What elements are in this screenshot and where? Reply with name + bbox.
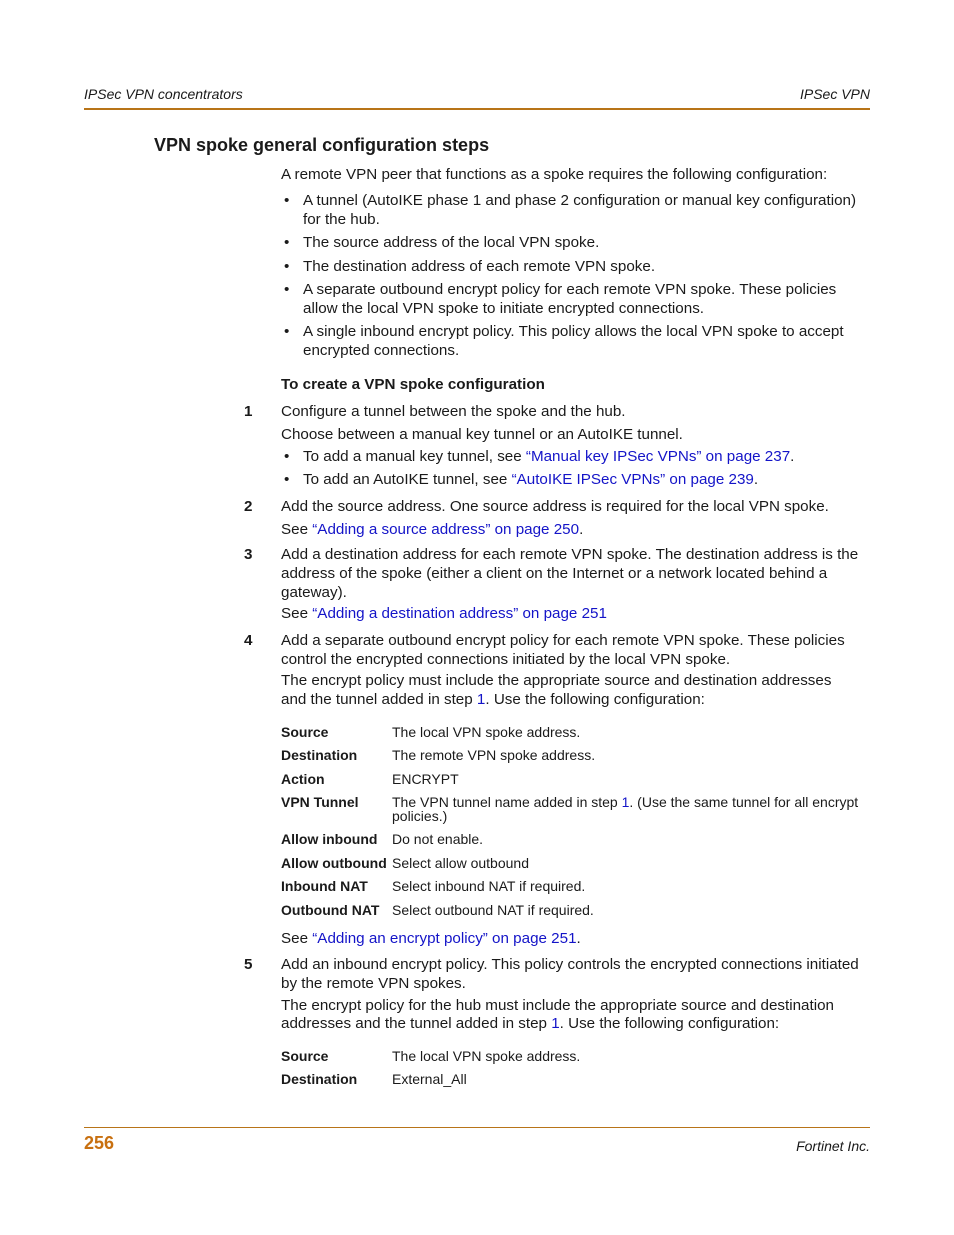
step-number: 5 bbox=[244, 956, 253, 973]
step-text: Add a separate outbound encrypt policy for each remote VPN spoke. These policies bbox=[281, 632, 845, 649]
config-value: The remote VPN spoke address. bbox=[392, 747, 596, 763]
requirement-item: A separate outbound encrypt policy for each remote VPN spoke. These policies allow the local VPN spoke to initiate encrypted connections. bbox=[303, 281, 837, 317]
see-text: . bbox=[576, 930, 581, 947]
header-rule bbox=[84, 108, 870, 110]
config-label: Source bbox=[281, 724, 329, 740]
step-text: Add the source address. One source address is required for the local VPN spoke. bbox=[281, 498, 829, 515]
bullet-marker: • bbox=[284, 192, 290, 209]
step-text bbox=[281, 690, 705, 709]
step-link[interactable]: 1 bbox=[551, 1015, 560, 1032]
cross-reference-link[interactable]: “Adding a destination address” on page 251 bbox=[312, 605, 607, 622]
step-text: Choose between a manual key tunnel or an AutoIKE tunnel. bbox=[281, 426, 683, 443]
config-label: Destination bbox=[281, 747, 358, 763]
page-number: 256 bbox=[84, 1133, 115, 1153]
step-bullet-text: To add an AutoIKE tunnel, see bbox=[303, 471, 512, 488]
config-label: VPN Tunnel bbox=[281, 794, 359, 810]
config-value: The local VPN spoke address. bbox=[392, 1048, 581, 1064]
step-text bbox=[281, 1014, 779, 1033]
config-label: Allow outbound bbox=[281, 855, 387, 871]
config-value: Do not enable. bbox=[392, 831, 484, 847]
step-bullet-text: To add a manual key tunnel, see bbox=[303, 448, 526, 465]
config-value: ENCRYPT bbox=[392, 771, 459, 787]
bullet-marker: • bbox=[284, 234, 290, 251]
step-text: The encrypt policy must include the appropriate source and destination addresses bbox=[281, 672, 832, 689]
step-bullet bbox=[303, 470, 758, 489]
see-reference bbox=[281, 929, 581, 948]
see-reference bbox=[281, 604, 607, 623]
cross-reference-link[interactable]: “Adding a source address” on page 250 bbox=[312, 521, 580, 538]
step-text-part: and the tunnel added in step bbox=[281, 691, 477, 708]
step-text: address of the spoke (either a client on the Internet or a network located behind a bbox=[281, 565, 828, 582]
config-label: Outbound NAT bbox=[281, 902, 380, 918]
step-text: The encrypt policy for the hub must include the appropriate source and destination bbox=[281, 997, 834, 1014]
cross-reference-link[interactable]: “AutoIKE IPSec VPNs” on page 239 bbox=[511, 471, 754, 488]
config-value: Select allow outbound bbox=[392, 855, 529, 871]
footer-company: Fortinet Inc. bbox=[796, 1138, 870, 1154]
step-bullet bbox=[303, 447, 794, 466]
bullet-marker: • bbox=[284, 471, 290, 488]
config-value: Select inbound NAT if required. bbox=[392, 878, 586, 894]
step-text-part: addresses and the tunnel added in step bbox=[281, 1015, 552, 1032]
config-label: Inbound NAT bbox=[281, 878, 368, 894]
see-text: See bbox=[281, 930, 313, 947]
config-value-part: The VPN tunnel name added in step bbox=[392, 794, 622, 810]
config-value-part: . (Use the same tunnel for all encrypt bbox=[629, 794, 859, 810]
section-title: VPN spoke general configuration steps bbox=[154, 135, 490, 155]
footer-rule bbox=[84, 1127, 870, 1128]
see-reference bbox=[281, 520, 583, 539]
requirement-item: The destination address of each remote VPN spoke. bbox=[303, 258, 656, 275]
config-value: The local VPN spoke address. bbox=[392, 724, 581, 740]
step-text: Configure a tunnel between the spoke and the hub. bbox=[281, 403, 626, 420]
requirement-item: The source address of the local VPN spoke. bbox=[303, 234, 600, 251]
step-number: 2 bbox=[244, 498, 253, 515]
config-label: Allow inbound bbox=[281, 831, 378, 847]
see-text: See bbox=[281, 605, 313, 622]
requirement-item: A tunnel (AutoIKE phase 1 and phase 2 configuration or manual key configuration) for the hub. bbox=[303, 192, 857, 228]
see-text: See bbox=[281, 521, 313, 538]
cross-reference-link[interactable]: “Adding an encrypt policy” on page 251 bbox=[312, 930, 577, 947]
step-text-part: . Use the following configuration: bbox=[559, 1015, 780, 1032]
requirement-item: A single inbound encrypt policy. This policy allows the local VPN spoke to accept encrypted connections. bbox=[303, 323, 844, 359]
procedure-heading: To create a VPN spoke configuration bbox=[281, 376, 545, 393]
bullet-marker: • bbox=[284, 323, 290, 340]
step-text: control the encrypted connections initiated by the local VPN spoke. bbox=[281, 651, 731, 668]
step-text: gateway). bbox=[281, 584, 347, 601]
bullet-marker: • bbox=[284, 281, 290, 298]
bullet-marker: • bbox=[284, 448, 290, 465]
intro-paragraph: A remote VPN peer that functions as a spoke requires the following configuration: bbox=[281, 166, 828, 183]
step-link[interactable]: 1 bbox=[476, 691, 486, 708]
step-link[interactable]: 1 bbox=[621, 794, 630, 810]
step-text-part: . Use the following configuration: bbox=[485, 691, 705, 708]
config-value: Select outbound NAT if required. bbox=[392, 902, 594, 918]
cross-reference-link[interactable]: “Manual key IPSec VPNs” on page 237 bbox=[525, 448, 791, 465]
step-bullet-text: . bbox=[790, 448, 795, 465]
step-number: 4 bbox=[244, 632, 253, 649]
step-text: Add an inbound encrypt policy. This policy controls the encrypted connections initiated bbox=[281, 956, 859, 973]
step-text: by the remote VPN spokes. bbox=[281, 975, 466, 992]
running-header-chapter: IPSec VPN concentrators bbox=[84, 86, 243, 102]
config-label: Action bbox=[281, 771, 325, 787]
step-number: 1 bbox=[244, 403, 253, 420]
config-label: Source bbox=[281, 1048, 329, 1064]
step-number: 3 bbox=[244, 546, 253, 563]
config-value: External_All bbox=[392, 1071, 467, 1087]
step-bullet-text: . bbox=[753, 471, 759, 488]
config-value: policies.) bbox=[392, 808, 448, 824]
step-text: Add a destination address for each remote VPN spoke. The destination address is the bbox=[281, 546, 859, 563]
config-value bbox=[392, 795, 870, 810]
running-header-section: IPSec VPN bbox=[799, 86, 870, 102]
see-text: . bbox=[579, 521, 584, 538]
config-label: Destination bbox=[281, 1071, 358, 1087]
bullet-marker: • bbox=[284, 258, 290, 275]
